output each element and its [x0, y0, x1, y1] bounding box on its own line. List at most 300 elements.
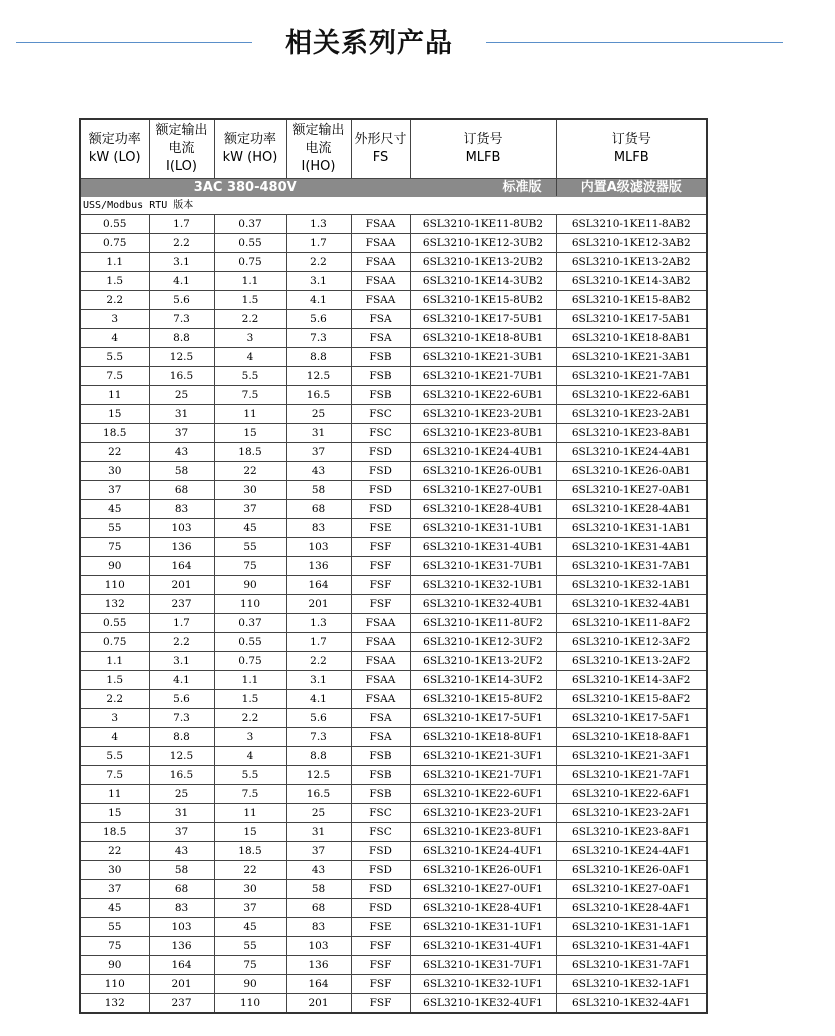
cell-power-lo: 110 — [80, 576, 149, 595]
cell-frame-size: FSAA — [351, 652, 410, 671]
voltage-label: 3AC 380-480V — [80, 179, 410, 197]
cell-order-standard: 6SL3210-1KE26-0UB1 — [410, 462, 556, 481]
cell-current-lo: 1.7 — [149, 215, 214, 234]
cell-current-lo: 2.2 — [149, 633, 214, 652]
cell-current-ho: 5.6 — [286, 310, 351, 329]
cell-power-lo: 7.5 — [80, 367, 149, 386]
cell-power-ho: 15 — [214, 424, 286, 443]
cell-order-standard: 6SL3210-1KE13-2UB2 — [410, 253, 556, 272]
cell-order-filter: 6SL3210-1KE27-0AB1 — [556, 481, 707, 500]
cell-frame-size: FSAA — [351, 291, 410, 310]
cell-order-standard: 6SL3210-1KE13-2UF2 — [410, 652, 556, 671]
cell-order-filter: 6SL3210-1KE22-6AF1 — [556, 785, 707, 804]
cell-order-filter: 6SL3210-1KE21-7AB1 — [556, 367, 707, 386]
cell-power-ho: 0.75 — [214, 652, 286, 671]
cell-current-ho: 83 — [286, 519, 351, 538]
cell-current-ho: 31 — [286, 424, 351, 443]
cell-current-ho: 25 — [286, 804, 351, 823]
cell-order-standard: 6SL3210-1KE17-5UB1 — [410, 310, 556, 329]
standard-version-label: 标准版 — [410, 179, 556, 197]
cell-frame-size: FSF — [351, 538, 410, 557]
cell-current-lo: 3.1 — [149, 253, 214, 272]
cell-order-standard: 6SL3210-1KE24-4UB1 — [410, 443, 556, 462]
cell-current-lo: 83 — [149, 899, 214, 918]
cell-current-ho: 31 — [286, 823, 351, 842]
cell-frame-size: FSAA — [351, 234, 410, 253]
cell-power-lo: 30 — [80, 462, 149, 481]
cell-power-ho: 7.5 — [214, 785, 286, 804]
cell-power-lo: 5.5 — [80, 348, 149, 367]
cell-current-lo: 58 — [149, 861, 214, 880]
cell-frame-size: FSC — [351, 823, 410, 842]
cell-current-ho: 103 — [286, 538, 351, 557]
cell-current-ho: 1.3 — [286, 215, 351, 234]
cell-order-filter: 6SL3210-1KE23-8AB1 — [556, 424, 707, 443]
cell-order-filter: 6SL3210-1KE13-2AB2 — [556, 253, 707, 272]
cell-power-ho: 75 — [214, 557, 286, 576]
cell-power-lo: 55 — [80, 918, 149, 937]
cell-current-lo: 7.3 — [149, 310, 214, 329]
cell-current-lo: 164 — [149, 956, 214, 975]
table-row — [80, 975, 707, 994]
cell-power-lo: 3 — [80, 709, 149, 728]
cell-power-lo: 45 — [80, 899, 149, 918]
cell-power-lo: 37 — [80, 880, 149, 899]
cell-order-filter: 6SL3210-1KE18-8AF1 — [556, 728, 707, 747]
version-label: USS/Modbus RTU 版本 — [80, 197, 707, 215]
title-rule-left — [16, 42, 252, 43]
table-row — [80, 899, 707, 918]
table-row — [80, 386, 707, 405]
cell-power-ho: 2.2 — [214, 709, 286, 728]
cell-power-ho: 15 — [214, 823, 286, 842]
cell-current-ho: 25 — [286, 405, 351, 424]
cell-order-filter: 6SL3210-1KE28-4AF1 — [556, 899, 707, 918]
cell-frame-size: FSF — [351, 994, 410, 1014]
table-row — [80, 557, 707, 576]
cell-order-standard: 6SL3210-1KE32-1UF1 — [410, 975, 556, 994]
cell-power-lo: 110 — [80, 975, 149, 994]
cell-frame-size: FSF — [351, 595, 410, 614]
cell-frame-size: FSF — [351, 937, 410, 956]
cell-order-filter: 6SL3210-1KE26-0AB1 — [556, 462, 707, 481]
cell-frame-size: FSAA — [351, 671, 410, 690]
cell-order-standard: 6SL3210-1KE17-5UF1 — [410, 709, 556, 728]
cell-power-lo: 0.55 — [80, 614, 149, 633]
cell-power-ho: 1.1 — [214, 272, 286, 291]
cell-current-ho: 2.2 — [286, 253, 351, 272]
product-spec-table — [79, 118, 708, 1014]
cell-power-ho: 30 — [214, 481, 286, 500]
cell-order-filter: 6SL3210-1KE22-6AB1 — [556, 386, 707, 405]
cell-current-ho: 37 — [286, 443, 351, 462]
cell-current-ho: 136 — [286, 956, 351, 975]
cell-order-standard: 6SL3210-1KE24-4UF1 — [410, 842, 556, 861]
cell-order-standard: 6SL3210-1KE32-4UB1 — [410, 595, 556, 614]
cell-current-ho: 68 — [286, 899, 351, 918]
cell-power-ho: 4 — [214, 747, 286, 766]
cell-order-filter: 6SL3210-1KE14-3AB2 — [556, 272, 707, 291]
cell-frame-size: FSB — [351, 367, 410, 386]
table-row — [80, 272, 707, 291]
cell-frame-size: FSD — [351, 842, 410, 861]
cell-order-standard: 6SL3210-1KE14-3UF2 — [410, 671, 556, 690]
table-row — [80, 215, 707, 234]
cell-order-standard: 6SL3210-1KE31-1UB1 — [410, 519, 556, 538]
cell-order-filter: 6SL3210-1KE31-1AF1 — [556, 918, 707, 937]
cell-order-filter: 6SL3210-1KE31-7AF1 — [556, 956, 707, 975]
voltage-band-row — [80, 179, 707, 197]
cell-current-lo: 201 — [149, 975, 214, 994]
cell-current-ho: 37 — [286, 842, 351, 861]
cell-current-lo: 68 — [149, 481, 214, 500]
cell-power-lo: 1.5 — [80, 272, 149, 291]
cell-order-standard: 6SL3210-1KE28-4UF1 — [410, 899, 556, 918]
cell-power-ho: 22 — [214, 462, 286, 481]
cell-current-ho: 8.8 — [286, 747, 351, 766]
cell-current-lo: 37 — [149, 823, 214, 842]
cell-current-lo: 103 — [149, 519, 214, 538]
table-row — [80, 576, 707, 595]
cell-current-lo: 83 — [149, 500, 214, 519]
cell-current-ho: 16.5 — [286, 386, 351, 405]
cell-power-lo: 45 — [80, 500, 149, 519]
cell-current-lo: 16.5 — [149, 766, 214, 785]
cell-power-ho: 5.5 — [214, 766, 286, 785]
cell-order-standard: 6SL3210-1KE31-7UB1 — [410, 557, 556, 576]
cell-power-lo: 37 — [80, 481, 149, 500]
cell-current-lo: 58 — [149, 462, 214, 481]
header-current-ho: 额定输出 电流 I(HO) — [286, 119, 351, 179]
cell-current-lo: 16.5 — [149, 367, 214, 386]
cell-power-ho: 3 — [214, 728, 286, 747]
cell-current-lo: 12.5 — [149, 747, 214, 766]
cell-order-filter: 6SL3210-1KE32-1AF1 — [556, 975, 707, 994]
cell-power-lo: 4 — [80, 728, 149, 747]
cell-current-ho: 58 — [286, 880, 351, 899]
cell-order-filter: 6SL3210-1KE17-5AF1 — [556, 709, 707, 728]
cell-power-lo: 0.55 — [80, 215, 149, 234]
table-row — [80, 443, 707, 462]
cell-power-lo: 22 — [80, 842, 149, 861]
table-row — [80, 424, 707, 443]
cell-power-ho: 45 — [214, 918, 286, 937]
cell-current-lo: 201 — [149, 576, 214, 595]
table-row — [80, 329, 707, 348]
cell-power-ho: 11 — [214, 405, 286, 424]
cell-order-standard: 6SL3210-1KE23-8UB1 — [410, 424, 556, 443]
cell-power-lo: 5.5 — [80, 747, 149, 766]
cell-current-ho: 5.6 — [286, 709, 351, 728]
cell-order-filter: 6SL3210-1KE12-3AB2 — [556, 234, 707, 253]
cell-power-lo: 2.2 — [80, 291, 149, 310]
cell-power-ho: 37 — [214, 899, 286, 918]
cell-current-ho: 83 — [286, 918, 351, 937]
cell-power-ho: 1.5 — [214, 690, 286, 709]
cell-frame-size: FSA — [351, 310, 410, 329]
cell-power-ho: 3 — [214, 329, 286, 348]
cell-order-standard: 6SL3210-1KE27-0UF1 — [410, 880, 556, 899]
header-power-ho: 额定功率 kW (HO) — [214, 119, 286, 179]
cell-power-ho: 22 — [214, 861, 286, 880]
cell-power-lo: 1.1 — [80, 253, 149, 272]
table-row — [80, 367, 707, 386]
cell-frame-size: FSA — [351, 709, 410, 728]
cell-frame-size: FSA — [351, 728, 410, 747]
cell-frame-size: FSAA — [351, 690, 410, 709]
cell-power-lo: 1.5 — [80, 671, 149, 690]
cell-order-standard: 6SL3210-1KE18-8UB1 — [410, 329, 556, 348]
table-row — [80, 918, 707, 937]
cell-current-ho: 4.1 — [286, 291, 351, 310]
table-row — [80, 234, 707, 253]
table-row — [80, 253, 707, 272]
cell-frame-size: FSC — [351, 405, 410, 424]
cell-power-lo: 4 — [80, 329, 149, 348]
cell-frame-size: FSE — [351, 519, 410, 538]
cell-frame-size: FSD — [351, 861, 410, 880]
table-row — [80, 633, 707, 652]
header-order-standard: 订货号 MLFB — [410, 119, 556, 179]
cell-current-ho: 164 — [286, 975, 351, 994]
cell-order-filter: 6SL3210-1KE21-3AB1 — [556, 348, 707, 367]
table-row — [80, 728, 707, 747]
table-row — [80, 348, 707, 367]
cell-power-ho: 30 — [214, 880, 286, 899]
table-row — [80, 994, 707, 1014]
cell-order-standard: 6SL3210-1KE32-4UF1 — [410, 994, 556, 1014]
cell-power-ho: 18.5 — [214, 443, 286, 462]
cell-order-standard: 6SL3210-1KE11-8UB2 — [410, 215, 556, 234]
cell-frame-size: FSD — [351, 462, 410, 481]
table-row — [80, 709, 707, 728]
cell-current-lo: 103 — [149, 918, 214, 937]
cell-order-filter: 6SL3210-1KE32-1AB1 — [556, 576, 707, 595]
cell-order-standard: 6SL3210-1KE12-3UF2 — [410, 633, 556, 652]
cell-power-lo: 2.2 — [80, 690, 149, 709]
cell-current-lo: 25 — [149, 386, 214, 405]
cell-frame-size: FSF — [351, 975, 410, 994]
cell-order-filter: 6SL3210-1KE23-2AF1 — [556, 804, 707, 823]
cell-current-ho: 68 — [286, 500, 351, 519]
cell-power-lo: 3 — [80, 310, 149, 329]
cell-current-ho: 43 — [286, 462, 351, 481]
cell-frame-size: FSD — [351, 481, 410, 500]
cell-order-filter: 6SL3210-1KE32-4AB1 — [556, 595, 707, 614]
cell-order-standard: 6SL3210-1KE15-8UF2 — [410, 690, 556, 709]
cell-power-ho: 5.5 — [214, 367, 286, 386]
cell-order-filter: 6SL3210-1KE15-8AF2 — [556, 690, 707, 709]
cell-order-filter: 6SL3210-1KE21-7AF1 — [556, 766, 707, 785]
cell-order-standard: 6SL3210-1KE31-1UF1 — [410, 918, 556, 937]
table-row — [80, 880, 707, 899]
cell-power-ho: 55 — [214, 937, 286, 956]
cell-current-ho: 1.3 — [286, 614, 351, 633]
cell-power-lo: 11 — [80, 785, 149, 804]
cell-frame-size: FSD — [351, 899, 410, 918]
cell-frame-size: FSB — [351, 785, 410, 804]
cell-current-lo: 3.1 — [149, 652, 214, 671]
cell-power-ho: 0.55 — [214, 234, 286, 253]
cell-current-lo: 43 — [149, 842, 214, 861]
cell-current-ho: 3.1 — [286, 272, 351, 291]
cell-order-filter: 6SL3210-1KE13-2AF2 — [556, 652, 707, 671]
cell-current-lo: 5.6 — [149, 690, 214, 709]
cell-order-filter: 6SL3210-1KE12-3AF2 — [556, 633, 707, 652]
cell-power-ho: 1.1 — [214, 671, 286, 690]
cell-power-ho: 0.37 — [214, 215, 286, 234]
cell-frame-size: FSF — [351, 576, 410, 595]
table-row — [80, 937, 707, 956]
cell-power-ho: 0.55 — [214, 633, 286, 652]
header-order-filter: 订货号 MLFB — [556, 119, 707, 179]
cell-current-ho: 1.7 — [286, 633, 351, 652]
cell-current-ho: 103 — [286, 937, 351, 956]
header-current-lo: 额定输出 电流 I(LO) — [149, 119, 214, 179]
cell-power-ho: 18.5 — [214, 842, 286, 861]
table-row — [80, 804, 707, 823]
cell-current-ho: 12.5 — [286, 367, 351, 386]
cell-order-standard: 6SL3210-1KE31-4UB1 — [410, 538, 556, 557]
cell-current-ho: 136 — [286, 557, 351, 576]
table-row — [80, 956, 707, 975]
cell-current-lo: 5.6 — [149, 291, 214, 310]
cell-frame-size: FSB — [351, 766, 410, 785]
cell-power-ho: 37 — [214, 500, 286, 519]
cell-order-filter: 6SL3210-1KE32-4AF1 — [556, 994, 707, 1014]
cell-frame-size: FSAA — [351, 215, 410, 234]
cell-current-lo: 8.8 — [149, 728, 214, 747]
cell-frame-size: FSAA — [351, 272, 410, 291]
cell-order-filter: 6SL3210-1KE15-8AB2 — [556, 291, 707, 310]
table-row — [80, 747, 707, 766]
cell-current-lo: 237 — [149, 595, 214, 614]
table-row — [80, 519, 707, 538]
cell-current-lo: 7.3 — [149, 709, 214, 728]
cell-frame-size: FSB — [351, 386, 410, 405]
cell-order-standard: 6SL3210-1KE26-0UF1 — [410, 861, 556, 880]
cell-order-filter: 6SL3210-1KE28-4AB1 — [556, 500, 707, 519]
cell-power-ho: 4 — [214, 348, 286, 367]
cell-order-filter: 6SL3210-1KE31-1AB1 — [556, 519, 707, 538]
cell-power-ho: 55 — [214, 538, 286, 557]
cell-current-lo: 136 — [149, 538, 214, 557]
cell-current-ho: 8.8 — [286, 348, 351, 367]
cell-order-standard: 6SL3210-1KE21-3UB1 — [410, 348, 556, 367]
filter-version-label: 内置A级滤波器版 — [556, 179, 707, 197]
cell-order-filter: 6SL3210-1KE27-0AF1 — [556, 880, 707, 899]
cell-frame-size: FSD — [351, 880, 410, 899]
header-row — [80, 119, 707, 179]
cell-current-ho: 3.1 — [286, 671, 351, 690]
cell-current-ho: 201 — [286, 994, 351, 1014]
cell-order-filter: 6SL3210-1KE31-4AF1 — [556, 937, 707, 956]
cell-order-standard: 6SL3210-1KE15-8UB2 — [410, 291, 556, 310]
cell-current-lo: 136 — [149, 937, 214, 956]
cell-power-lo: 90 — [80, 956, 149, 975]
cell-current-lo: 4.1 — [149, 671, 214, 690]
cell-current-lo: 237 — [149, 994, 214, 1014]
cell-power-ho: 90 — [214, 975, 286, 994]
cell-power-lo: 15 — [80, 405, 149, 424]
cell-order-filter: 6SL3210-1KE24-4AF1 — [556, 842, 707, 861]
table-row — [80, 538, 707, 557]
cell-order-standard: 6SL3210-1KE14-3UB2 — [410, 272, 556, 291]
cell-current-lo: 43 — [149, 443, 214, 462]
cell-order-filter: 6SL3210-1KE11-8AB2 — [556, 215, 707, 234]
cell-order-standard: 6SL3210-1KE21-7UB1 — [410, 367, 556, 386]
cell-power-lo: 90 — [80, 557, 149, 576]
table-row — [80, 671, 707, 690]
cell-frame-size: FSA — [351, 329, 410, 348]
cell-current-lo: 12.5 — [149, 348, 214, 367]
cell-frame-size: FSD — [351, 500, 410, 519]
table-row — [80, 823, 707, 842]
table-row — [80, 842, 707, 861]
cell-frame-size: FSAA — [351, 633, 410, 652]
cell-order-filter: 6SL3210-1KE31-4AB1 — [556, 538, 707, 557]
cell-current-ho: 4.1 — [286, 690, 351, 709]
cell-frame-size: FSE — [351, 918, 410, 937]
cell-order-standard: 6SL3210-1KE31-4UF1 — [410, 937, 556, 956]
cell-power-ho: 1.5 — [214, 291, 286, 310]
cell-power-ho: 45 — [214, 519, 286, 538]
cell-current-ho: 58 — [286, 481, 351, 500]
cell-order-standard: 6SL3210-1KE32-1UB1 — [410, 576, 556, 595]
cell-current-ho: 164 — [286, 576, 351, 595]
cell-frame-size: FSC — [351, 804, 410, 823]
cell-order-standard: 6SL3210-1KE18-8UF1 — [410, 728, 556, 747]
cell-power-lo: 132 — [80, 994, 149, 1014]
cell-order-filter: 6SL3210-1KE24-4AB1 — [556, 443, 707, 462]
cell-power-ho: 0.75 — [214, 253, 286, 272]
cell-current-ho: 201 — [286, 595, 351, 614]
cell-current-ho: 7.3 — [286, 728, 351, 747]
cell-order-filter: 6SL3210-1KE26-0AF1 — [556, 861, 707, 880]
cell-order-standard: 6SL3210-1KE23-2UB1 — [410, 405, 556, 424]
cell-order-standard: 6SL3210-1KE21-3UF1 — [410, 747, 556, 766]
page-header — [0, 22, 835, 66]
header-power-lo: 额定功率 kW (LO) — [80, 119, 149, 179]
table-row — [80, 766, 707, 785]
cell-power-lo: 75 — [80, 538, 149, 557]
cell-power-ho: 75 — [214, 956, 286, 975]
table-row — [80, 652, 707, 671]
cell-power-lo: 11 — [80, 386, 149, 405]
table-row — [80, 291, 707, 310]
cell-power-ho: 110 — [214, 994, 286, 1014]
cell-current-lo: 25 — [149, 785, 214, 804]
cell-order-filter: 6SL3210-1KE11-8AF2 — [556, 614, 707, 633]
table-row — [80, 405, 707, 424]
cell-power-lo: 7.5 — [80, 766, 149, 785]
cell-frame-size: FSAA — [351, 614, 410, 633]
table-row — [80, 614, 707, 633]
cell-order-filter: 6SL3210-1KE21-3AF1 — [556, 747, 707, 766]
title-rule-right — [486, 42, 783, 43]
cell-order-standard: 6SL3210-1KE31-7UF1 — [410, 956, 556, 975]
version-row — [80, 197, 707, 215]
cell-current-ho: 2.2 — [286, 652, 351, 671]
cell-order-standard: 6SL3210-1KE22-6UF1 — [410, 785, 556, 804]
page-title: 相关系列产品 — [285, 28, 453, 59]
cell-order-filter: 6SL3210-1KE17-5AB1 — [556, 310, 707, 329]
cell-current-ho: 43 — [286, 861, 351, 880]
cell-current-ho: 16.5 — [286, 785, 351, 804]
cell-current-lo: 4.1 — [149, 272, 214, 291]
table-row — [80, 861, 707, 880]
cell-current-ho: 1.7 — [286, 234, 351, 253]
